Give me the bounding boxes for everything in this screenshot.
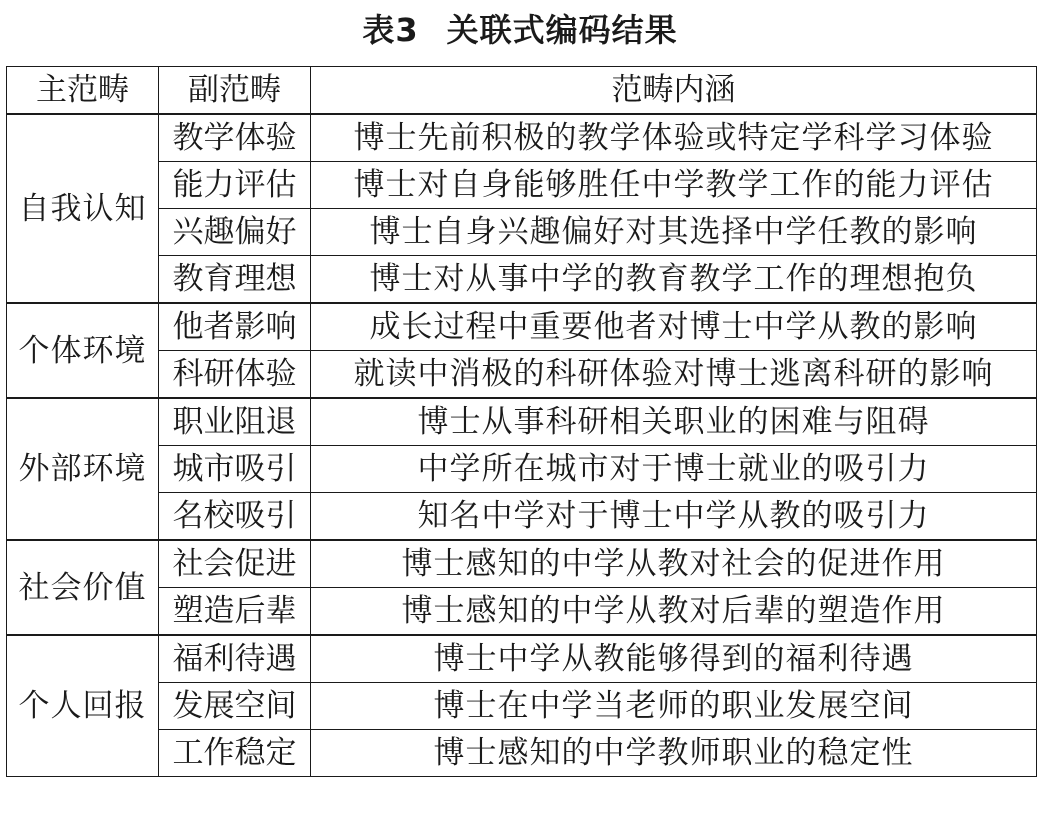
content-cell: 就读中消极的科研体验对博士逃离科研的影响: [311, 351, 1037, 399]
sub-category-cell: 他者影响: [159, 303, 311, 351]
table-row: [7, 114, 1037, 162]
table-row: [7, 209, 1037, 256]
content-cell: 中学所在城市对于博士就业的吸引力: [311, 446, 1037, 493]
main-category-cell: 个人回报: [7, 635, 159, 777]
table-row: [7, 162, 1037, 209]
table-title-text: 关联式编码结果: [446, 11, 678, 49]
main-category-cell: 社会价值: [7, 540, 159, 635]
sub-category-cell: 职业阻退: [159, 398, 311, 446]
content-cell: 博士感知的中学从教对后辈的塑造作用: [311, 588, 1037, 636]
table-row: [7, 635, 1037, 683]
table-title: [0, 6, 1040, 54]
coding-results-table: [6, 66, 1037, 777]
sub-category-cell: 城市吸引: [159, 446, 311, 493]
header-row: [7, 67, 1037, 115]
content-cell: 博士中学从教能够得到的福利待遇: [311, 635, 1037, 683]
sub-category-cell: 福利待遇: [159, 635, 311, 683]
content-cell: 博士对自身能够胜任中学教学工作的能力评估: [311, 162, 1037, 209]
sub-category-cell: 发展空间: [159, 683, 311, 730]
table-row: [7, 351, 1037, 399]
main-category-cell: 个体环境: [7, 303, 159, 398]
main-category-cell: 外部环境: [7, 398, 159, 540]
sub-category-cell: 工作稳定: [159, 730, 311, 777]
sub-category-cell: 教育理想: [159, 256, 311, 304]
table-row: [7, 540, 1037, 588]
table-row: [7, 493, 1037, 541]
content-cell: 博士感知的中学从教对社会的促进作用: [311, 540, 1037, 588]
table-row: [7, 256, 1037, 304]
table-number: 表3: [362, 11, 419, 49]
sub-category-cell: 兴趣偏好: [159, 209, 311, 256]
header-main-category: 主范畴: [7, 67, 159, 115]
sub-category-cell: 社会促进: [159, 540, 311, 588]
table-row: [7, 588, 1037, 636]
table-row: [7, 398, 1037, 446]
header-category-content: 范畴内涵: [311, 67, 1037, 115]
content-cell: 博士先前积极的教学体验或特定学科学习体验: [311, 114, 1037, 162]
table-row: [7, 730, 1037, 777]
content-cell: 知名中学对于博士中学从教的吸引力: [311, 493, 1037, 541]
sub-category-cell: 名校吸引: [159, 493, 311, 541]
table-row: [7, 446, 1037, 493]
main-category-cell: 自我认知: [7, 114, 159, 303]
header-sub-category: 副范畴: [159, 67, 311, 115]
sub-category-cell: 塑造后辈: [159, 588, 311, 636]
table-row: [7, 303, 1037, 351]
content-cell: 博士对从事中学的教育教学工作的理想抱负: [311, 256, 1037, 304]
content-cell: 博士自身兴趣偏好对其选择中学任教的影响: [311, 209, 1037, 256]
content-cell: 博士从事科研相关职业的困难与阻碍: [311, 398, 1037, 446]
sub-category-cell: 科研体验: [159, 351, 311, 399]
table-row: [7, 683, 1037, 730]
content-cell: 博士感知的中学教师职业的稳定性: [311, 730, 1037, 777]
content-cell: 成长过程中重要他者对博士中学从教的影响: [311, 303, 1037, 351]
sub-category-cell: 教学体验: [159, 114, 311, 162]
content-cell: 博士在中学当老师的职业发展空间: [311, 683, 1037, 730]
sub-category-cell: 能力评估: [159, 162, 311, 209]
